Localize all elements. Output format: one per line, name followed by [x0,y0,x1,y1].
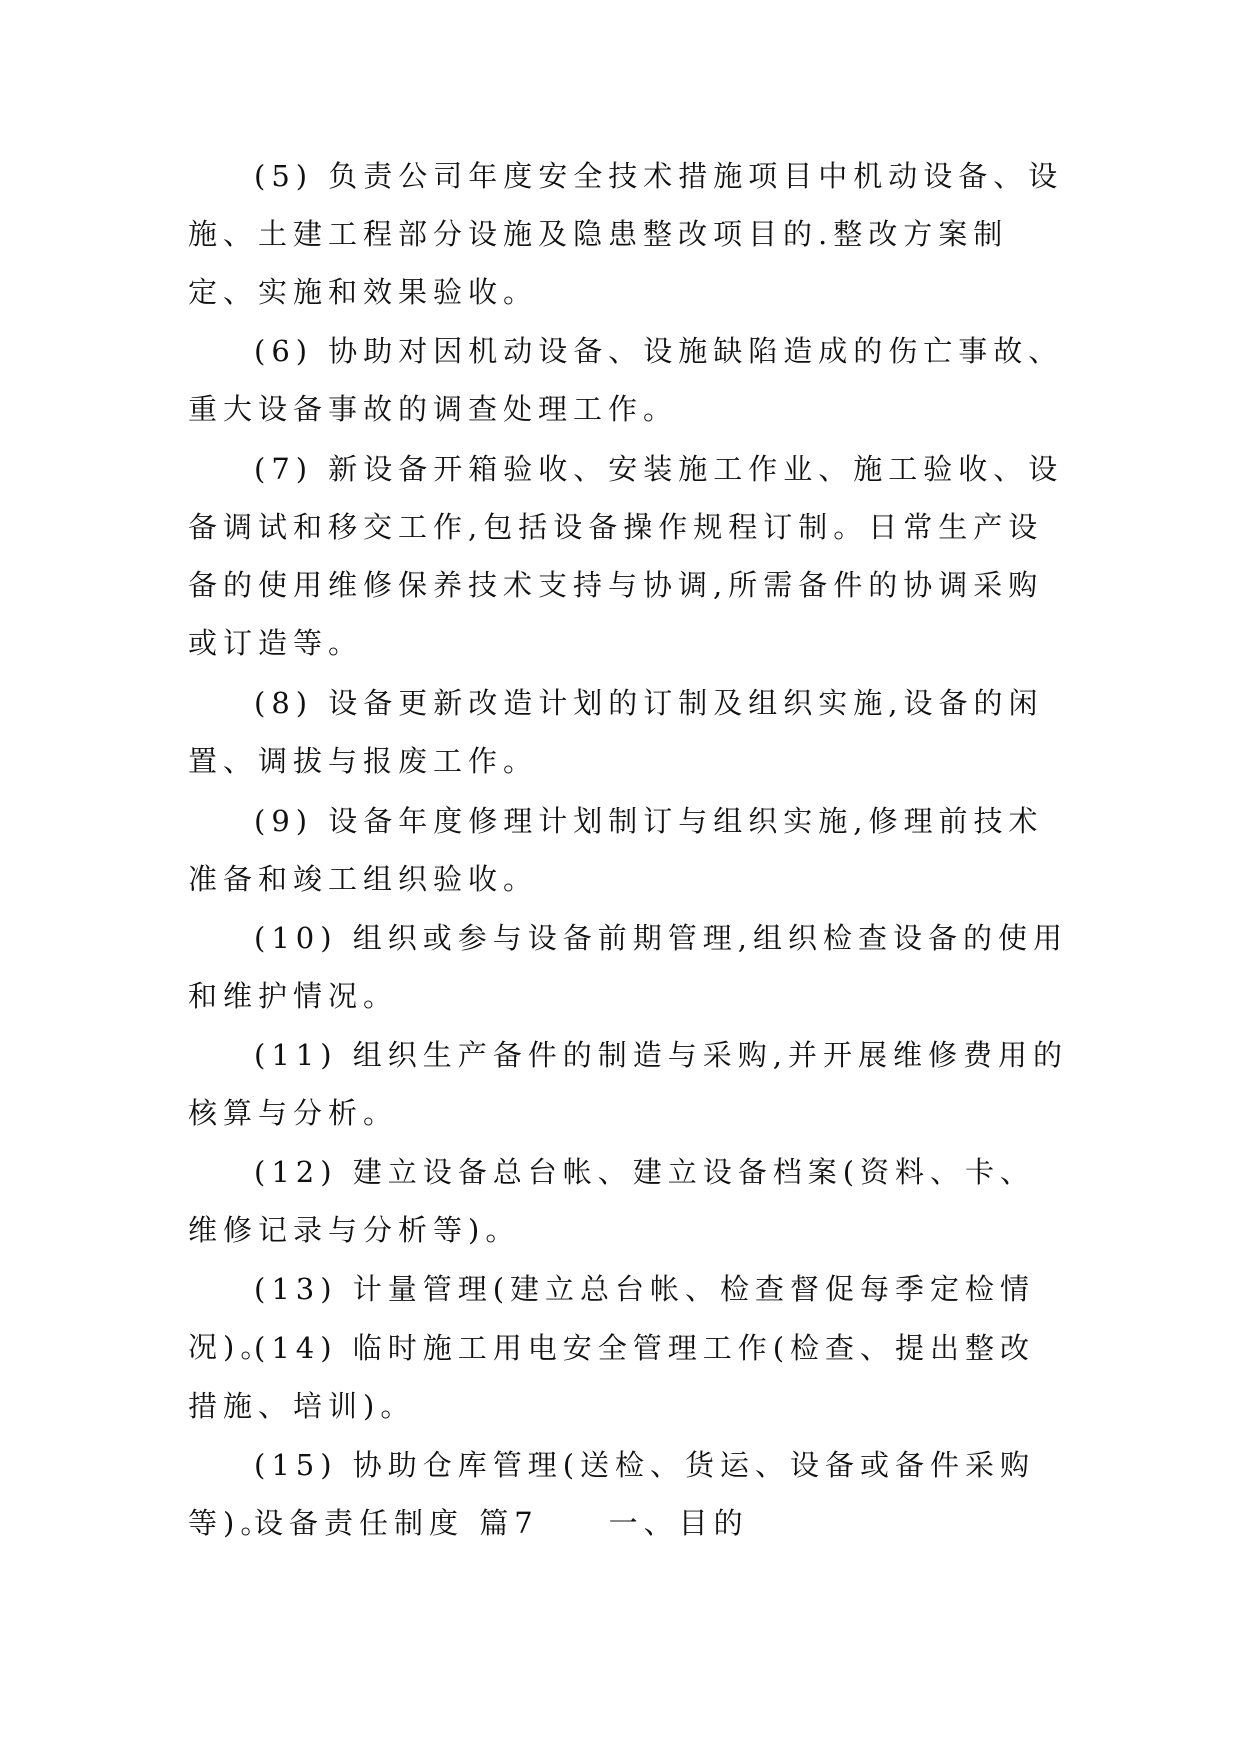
paragraph-item-13: (13) 计量管理(建立总台帐、检查督促每季定检情况)。 [188,1272,1036,1364]
chapter-heading-line [188,1494,1068,1552]
paragraph-item-15: (15) 协助仓库管理(送检、货运、设备或备件采购等)。 [188,1448,1036,1540]
paragraph-item-7: (7) 新设备开箱验收、安装施工作业、施工验收、设备调试和移交工作,包括设备操作规程订制。日常生产设备的使用维修保养技术支持与协调,所需备件的协调采购或订造等。 [188,452,1064,660]
paragraph-item-5: (5) 负责公司年度安全技术措施项目中机动设备、设施、土建工程部分设施及隐患整改项目的.整改方案制定、实施和效果验收。 [188,159,1064,309]
paragraph-item-12: (12) 建立设备总台帐、建立设备档案(资料、卡、维修记录与分析等)。 [188,1155,1036,1247]
chapter-title: 设备责任制度 篇7 [254,1506,539,1540]
paragraph-item-10: (10) 组织或参与设备前期管理,组织检查设备的使用和维护情况。 [188,921,1068,1013]
paragraph-item-8: (8) 设备更新改造计划的订制及组织实施,设备的闲置、调拔与报废工作。 [188,686,1044,778]
paragraph-item-14: (14) 临时施工用电安全管理工作(检查、提出整改措施、培训)。 [188,1331,1036,1423]
paragraph-item-6: (6) 协助对因机动设备、设施缺陷造成的伤亡事故、重大设备事故的调查处理工作。 [188,334,1064,426]
section-title: 一、目的 [608,1506,749,1540]
paragraph-item-11: (11) 组织生产备件的制造与采购,并开展维修费用的核算与分析。 [188,1038,1068,1130]
paragraph-item-9: (9) 设备年度修理计划制订与组织实施,修理前技术准备和竣工组织验收。 [188,804,1044,896]
